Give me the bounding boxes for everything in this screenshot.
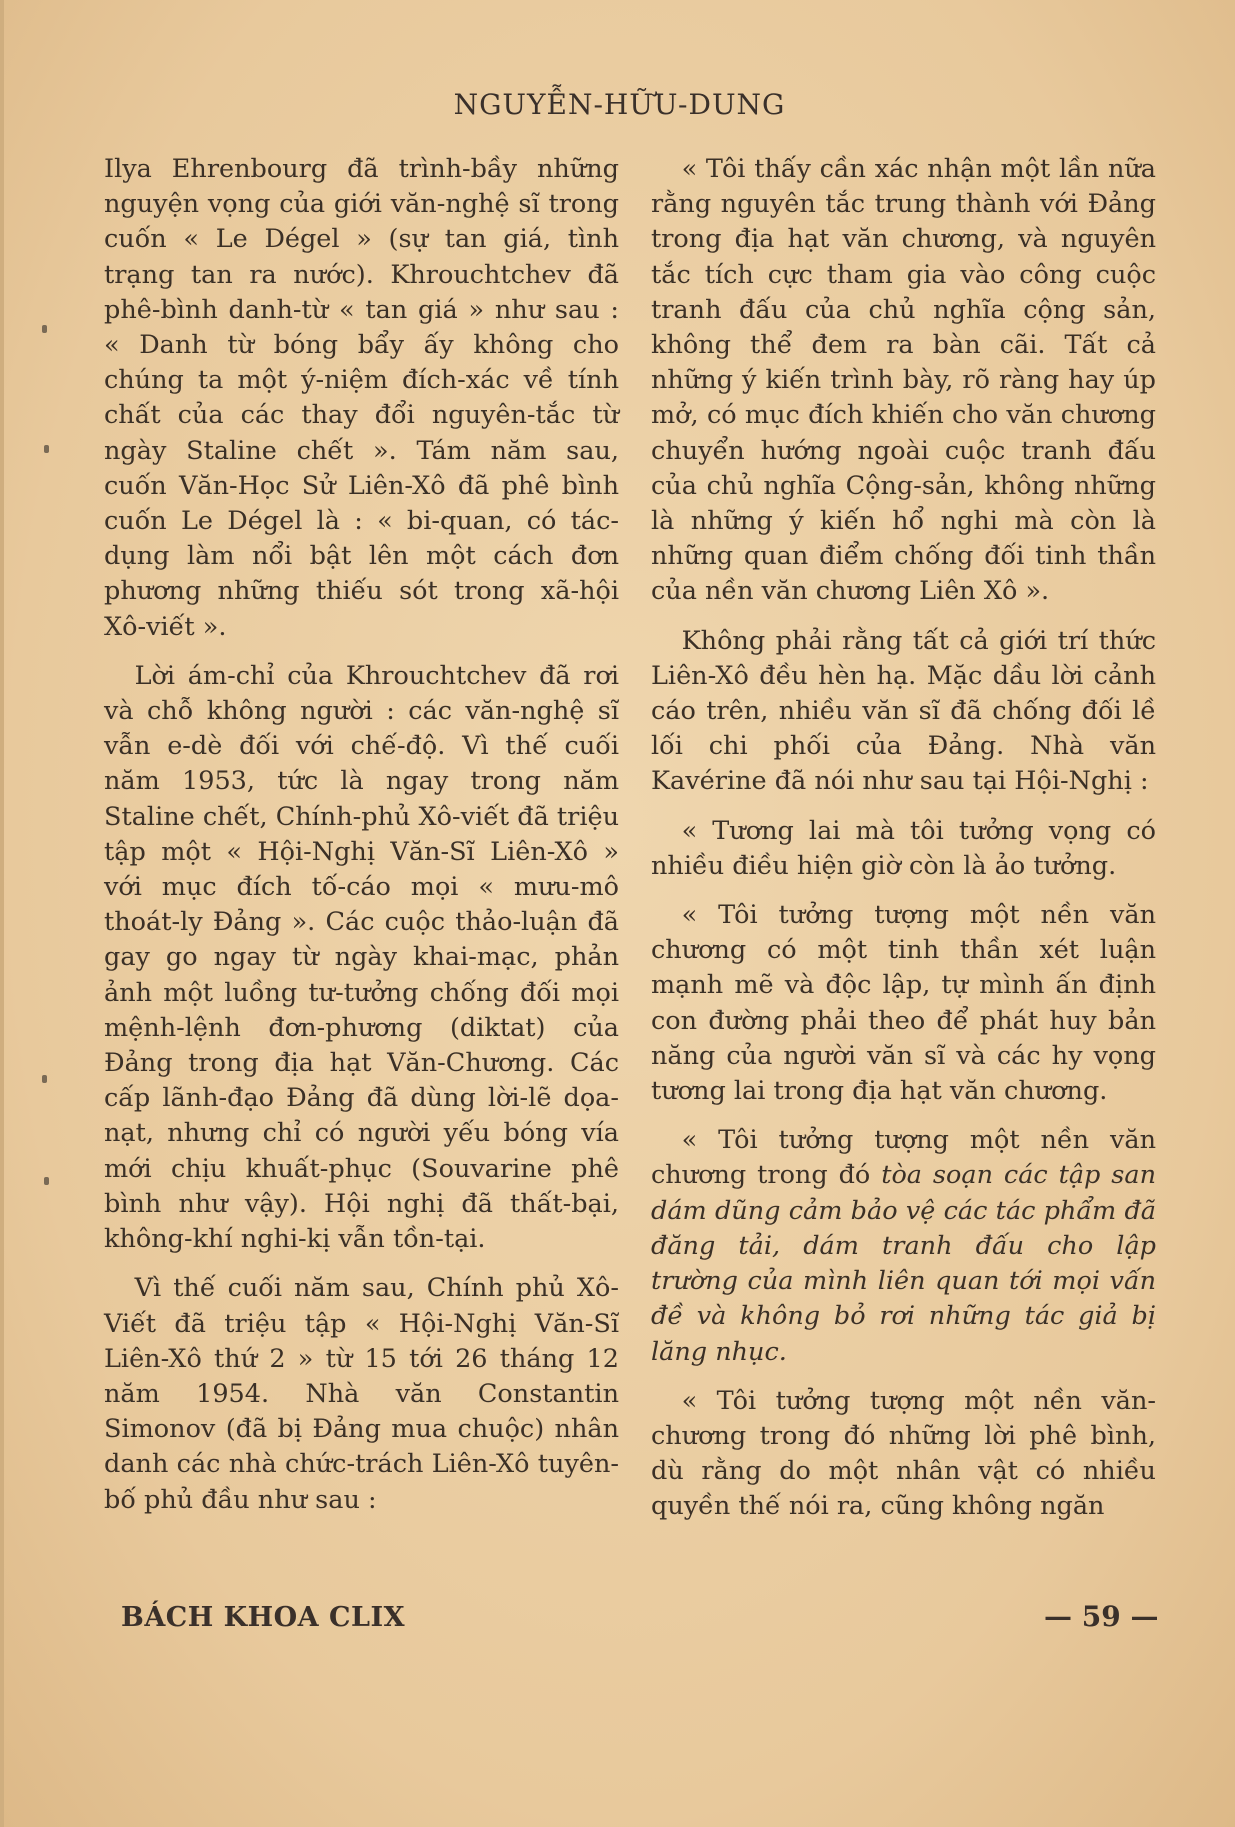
paragraph: Lời ám-chỉ của Khrouchtchev đã rơi và chỗ không người : các văn-nghệ sĩ vẫn e-dè đối với chế-độ. Vì thế cuối năm 1953, tức là ngay trong năm Staline chết, Chính-phủ Xô-viết đã triệu tập một « Hội-Nghị Văn-Sĩ Liên-Xô » với mục đích tố-cáo mọi « mưu-mô thoát-ly Đảng ». Các cuộc thảo-luận đã gay go ngay từ ngày khai-mạc, phản ảnh một luồng tư-tưởng chống đối mọi mệnh-lệnh đơn-phương (diktat) của Đảng trong địa hạt Văn-Chương. Các cấp lãnh-đạo Đảng đã dùng lời-lẽ dọa-nạt, nhưng chỉ có người yếu bóng vía mới chịu khuất-phục (Souvarine phê bình như vậy). Hội nghị đã thất-bại, không-khí nghi-kị vẫn tồn-tại. <box>104 660 619 1255</box>
paragraph: Không phải rằng tất cả giới trí thức Liên-Xô đều hèn hạ. Mặc dầu lời cảnh cáo trên, nhiều văn sĩ đã chống đối lề lối chi phối của Đảng. Nhà văn Kavérine đã nói như sau tại Hội-Nghị : <box>651 625 1156 797</box>
publication-name: BÁCH KHOA CLIX <box>121 1602 406 1633</box>
running-header: NGUYỄN-HỮU-DUNG <box>453 88 786 121</box>
paragraph: Ilya Ehrenbourg đã trình-bầy những nguyện vọng của giới văn-nghệ sĩ trong cuốn « Le Dégel » (sự tan giá, tình trạng tan ra nước). Khrouchtchev đã phê-bình danh-từ « tan giá » như sau : « Danh từ bóng bẩy ấy không cho chúng ta một ý-niệm đích-xác về tính chất của các thay đổi nguyên-tắc từ ngày Staline chết ». Tám năm sau, cuốn Văn-Học Sử Liên-Xô đã phê bình cuốn Le Dégel là : « bi-quan, có tác-dụng làm nổi bật lên một cách đơn phương những thiếu sót trong xã-hội Xô-viết ». <box>104 154 619 642</box>
paper-speck <box>42 325 47 333</box>
italic-passage: tòa soạn các tập san dám dũng cảm bảo vệ các tác phẩm đã đăng tải, dám tranh đấu cho lập trường của mình liên quan tới mọi vấn đề và không bỏ rơi những tác giả bị lăng nhục. <box>651 1160 1156 1367</box>
page-number: — 59 — <box>1044 1600 1159 1633</box>
paragraph: « Tôi thấy cần xác nhận một lần nữa rằng nguyên tắc trung thành với Đảng trong địa hạt văn chương, và nguyên tắc tích cực tham gia vào công cuộc tranh đấu của chủ nghĩa cộng sản, không thể đem ra bàn cãi. Tất cả những ý kiến trình bày, rõ ràng hay úp mở, có mục đích khiến cho văn chương chuyển hướng ngoài cuộc tranh đấu của chủ nghĩa Cộng-sản, không những là những ý kiến hổ nghi mà còn là những quan điểm chống đối tinh thần của nền văn chương Liên Xô ». <box>651 154 1156 607</box>
paragraph: Vì thế cuối năm sau, Chính phủ Xô-Viết đã triệu tập « Hội-Nghị Văn-Sĩ Liên-Xô thứ 2 » từ 15 tới 26 tháng 12 năm 1954. Nhà văn Constantin Simonov (đã bị Đảng mua chuộc) nhân danh các nhà chức-trách Liên-Xô tuyên-bố phủ đầu như sau : <box>104 1273 619 1515</box>
paper-speck <box>42 1075 47 1083</box>
paper-speck <box>44 1177 49 1185</box>
paragraph: « Tôi tưởng tượng một nền văn-chương trong đó những lời phê bình, dù rằng do một nhân vật có nhiều quyền thế nói ra, cũng không ngăn <box>651 1385 1156 1522</box>
paragraph <box>651 1123 1156 1369</box>
paragraph: « Tôi tưởng tượng một nền văn chương có một tinh thần xét luận mạnh mẽ và độc lập, tự mình ấn định con đường phải theo để phát huy bản năng của người văn sĩ và các hy vọng tương lai trong địa hạt văn chương. <box>651 900 1156 1107</box>
paragraph: « Tương lai mà tôi tưởng vọng có nhiều điều hiện giờ còn là ảo tưởng. <box>651 815 1156 881</box>
left-column <box>104 152 619 1532</box>
right-column <box>651 152 1156 1539</box>
paragraph-start: « Tôi tưởng tượng một nền văn chương trong đó <box>651 1125 1156 1191</box>
paper-speck <box>44 445 49 453</box>
